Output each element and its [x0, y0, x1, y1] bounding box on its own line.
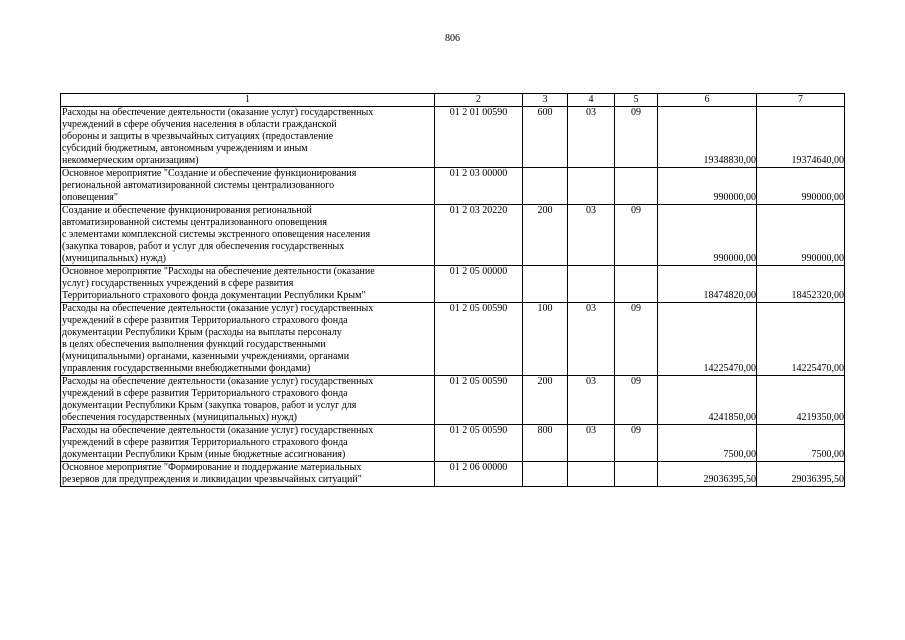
expense-name-line: Расходы на обеспечение деятельности (оказание услуг) государственных	[62, 303, 374, 314]
amount-col7-cell: 7500,00	[757, 425, 845, 462]
section-cell: 03	[568, 107, 615, 168]
budget-table	[60, 93, 845, 487]
expense-type-cell: 100	[523, 303, 568, 376]
column-header: 6	[658, 94, 757, 107]
budget-code-cell: 01 2 05 00590	[435, 425, 523, 462]
expense-name-line: (муниципальных) нужд)	[62, 253, 166, 264]
table-row	[61, 462, 845, 487]
expense-name	[61, 462, 435, 487]
subsection-cell	[615, 462, 658, 487]
expense-name-line: оповещения"	[62, 192, 118, 203]
expense-name-line: управления государственными внебюджетными фондами)	[62, 363, 311, 374]
section-cell	[568, 168, 615, 205]
table-body	[61, 94, 845, 487]
expense-name-line: Расходы на обеспечение деятельности (оказание услуг) государственных	[62, 425, 374, 436]
table-row	[61, 205, 845, 266]
expense-name-line: обороны и защиты в чрезвычайных ситуациях (предоставление	[62, 131, 334, 142]
expense-name-line: (муниципальными) органами, казенными учреждениями, органами	[62, 351, 350, 362]
column-header: 7	[757, 94, 845, 107]
subsection-cell: 09	[615, 425, 658, 462]
budget-code-cell: 01 2 03 20220	[435, 205, 523, 266]
table-row	[61, 376, 845, 425]
amount-col7-cell: 29036395,50	[757, 462, 845, 487]
expense-name-line: автоматизированной системы централизованного оповещения	[62, 217, 327, 228]
amount-col6-cell: 990000,00	[658, 168, 757, 205]
amount-col6-cell: 19348830,00	[658, 107, 757, 168]
budget-code-cell: 01 2 05 00000	[435, 266, 523, 303]
expense-name-line: учреждений в сфере развития Территориального страхового фонда	[62, 437, 348, 448]
expense-name-line: резервов для предупреждения и ликвидации чрезвычайных ситуаций"	[62, 474, 362, 485]
amount-col6-cell: 4241850,00	[658, 376, 757, 425]
table-row	[61, 107, 845, 168]
subsection-cell: 09	[615, 205, 658, 266]
section-cell: 03	[568, 303, 615, 376]
column-header: 4	[568, 94, 615, 107]
expense-name-line: обеспечения государственных (муниципальных) нужд)	[62, 412, 297, 423]
expense-type-cell: 200	[523, 205, 568, 266]
expense-type-cell	[523, 462, 568, 487]
table-row	[61, 303, 845, 376]
expense-name	[61, 303, 435, 376]
subsection-cell	[615, 168, 658, 205]
expense-name-line: услуг) государственных учреждений в сфере развития	[62, 278, 294, 289]
subsection-cell	[615, 266, 658, 303]
section-cell: 03	[568, 425, 615, 462]
expense-name-line: некоммерческим организациям)	[62, 155, 199, 166]
expense-name-line: Основное мероприятие "Расходы на обеспечение деятельности (оказание	[62, 266, 375, 277]
subsection-cell: 09	[615, 376, 658, 425]
amount-col6-cell: 7500,00	[658, 425, 757, 462]
expense-name-line: документации Республики Крым (расходы на выплаты персоналу	[62, 327, 342, 338]
section-cell: 03	[568, 376, 615, 425]
amount-col7-cell: 4219350,00	[757, 376, 845, 425]
expense-type-cell	[523, 168, 568, 205]
table-header-row	[61, 94, 845, 107]
budget-code-cell: 01 2 01 00590	[435, 107, 523, 168]
budget-code-cell: 01 2 06 00000	[435, 462, 523, 487]
page-number: 806	[445, 33, 460, 44]
expense-name	[61, 107, 435, 168]
expense-name-line: региональной автоматизированной системы централизованного	[62, 180, 335, 191]
column-header: 5	[615, 94, 658, 107]
section-cell	[568, 266, 615, 303]
expense-name-line: документации Республики Крым (иные бюджетные ассигнования)	[62, 449, 346, 460]
expense-name-line: Создание и обеспечение функционирования региональной	[62, 205, 312, 216]
amount-col6-cell: 18474820,00	[658, 266, 757, 303]
expense-name-line: Расходы на обеспечение деятельности (оказание услуг) государственных	[62, 376, 374, 387]
expense-name-line: Расходы на обеспечение деятельности (оказание услуг) государственных	[62, 107, 374, 118]
expense-name-line: Основное мероприятие "Создание и обеспечение функционирования	[62, 168, 357, 179]
expense-name-line: в целях обеспечения выполнения функций государственными	[62, 339, 326, 350]
subsection-cell: 09	[615, 303, 658, 376]
amount-col6-cell: 990000,00	[658, 205, 757, 266]
expense-name-line: субсидий бюджетным, автономным учреждениям и иным	[62, 143, 308, 154]
expense-name-line: (закупка товаров, работ и услуг для обеспечения государственных	[62, 241, 345, 252]
expense-name-line: Основное мероприятие "Формирование и поддержание материальных	[62, 462, 362, 473]
expense-name	[61, 168, 435, 205]
expense-name-line: учреждений в сфере развития Территориального страхового фонда	[62, 388, 348, 399]
amount-col7-cell: 18452320,00	[757, 266, 845, 303]
expense-type-cell: 800	[523, 425, 568, 462]
expense-name-line: документации Республики Крым (закупка товаров, работ и услуг для	[62, 400, 357, 411]
amount-col7-cell: 990000,00	[757, 168, 845, 205]
expense-name-line: учреждений в сфере развития Территориального страхового фонда	[62, 315, 348, 326]
subsection-cell: 09	[615, 107, 658, 168]
column-header: 3	[523, 94, 568, 107]
budget-code-cell: 01 2 03 00000	[435, 168, 523, 205]
expense-type-cell: 600	[523, 107, 568, 168]
amount-col7-cell: 14225470,00	[757, 303, 845, 376]
table-row	[61, 266, 845, 303]
expense-name	[61, 205, 435, 266]
expense-name	[61, 376, 435, 425]
section-cell	[568, 462, 615, 487]
column-header: 2	[435, 94, 523, 107]
expense-name-line: учреждений в сфере обучения населения в области гражданской	[62, 119, 337, 130]
table-row	[61, 168, 845, 205]
column-header: 1	[61, 94, 435, 107]
amount-col6-cell: 14225470,00	[658, 303, 757, 376]
section-cell: 03	[568, 205, 615, 266]
budget-code-cell: 01 2 05 00590	[435, 303, 523, 376]
expense-name	[61, 266, 435, 303]
expense-type-cell: 200	[523, 376, 568, 425]
expense-name-line: Территориального страхового фонда документации Республики Крым"	[62, 290, 366, 301]
budget-code-cell: 01 2 05 00590	[435, 376, 523, 425]
expense-type-cell	[523, 266, 568, 303]
amount-col7-cell: 990000,00	[757, 205, 845, 266]
expense-name-line: с элементами комплексной системы экстренного оповещения населения	[62, 229, 371, 240]
expense-name	[61, 425, 435, 462]
table-row	[61, 425, 845, 462]
amount-col7-cell: 19374640,00	[757, 107, 845, 168]
amount-col6-cell: 29036395,50	[658, 462, 757, 487]
